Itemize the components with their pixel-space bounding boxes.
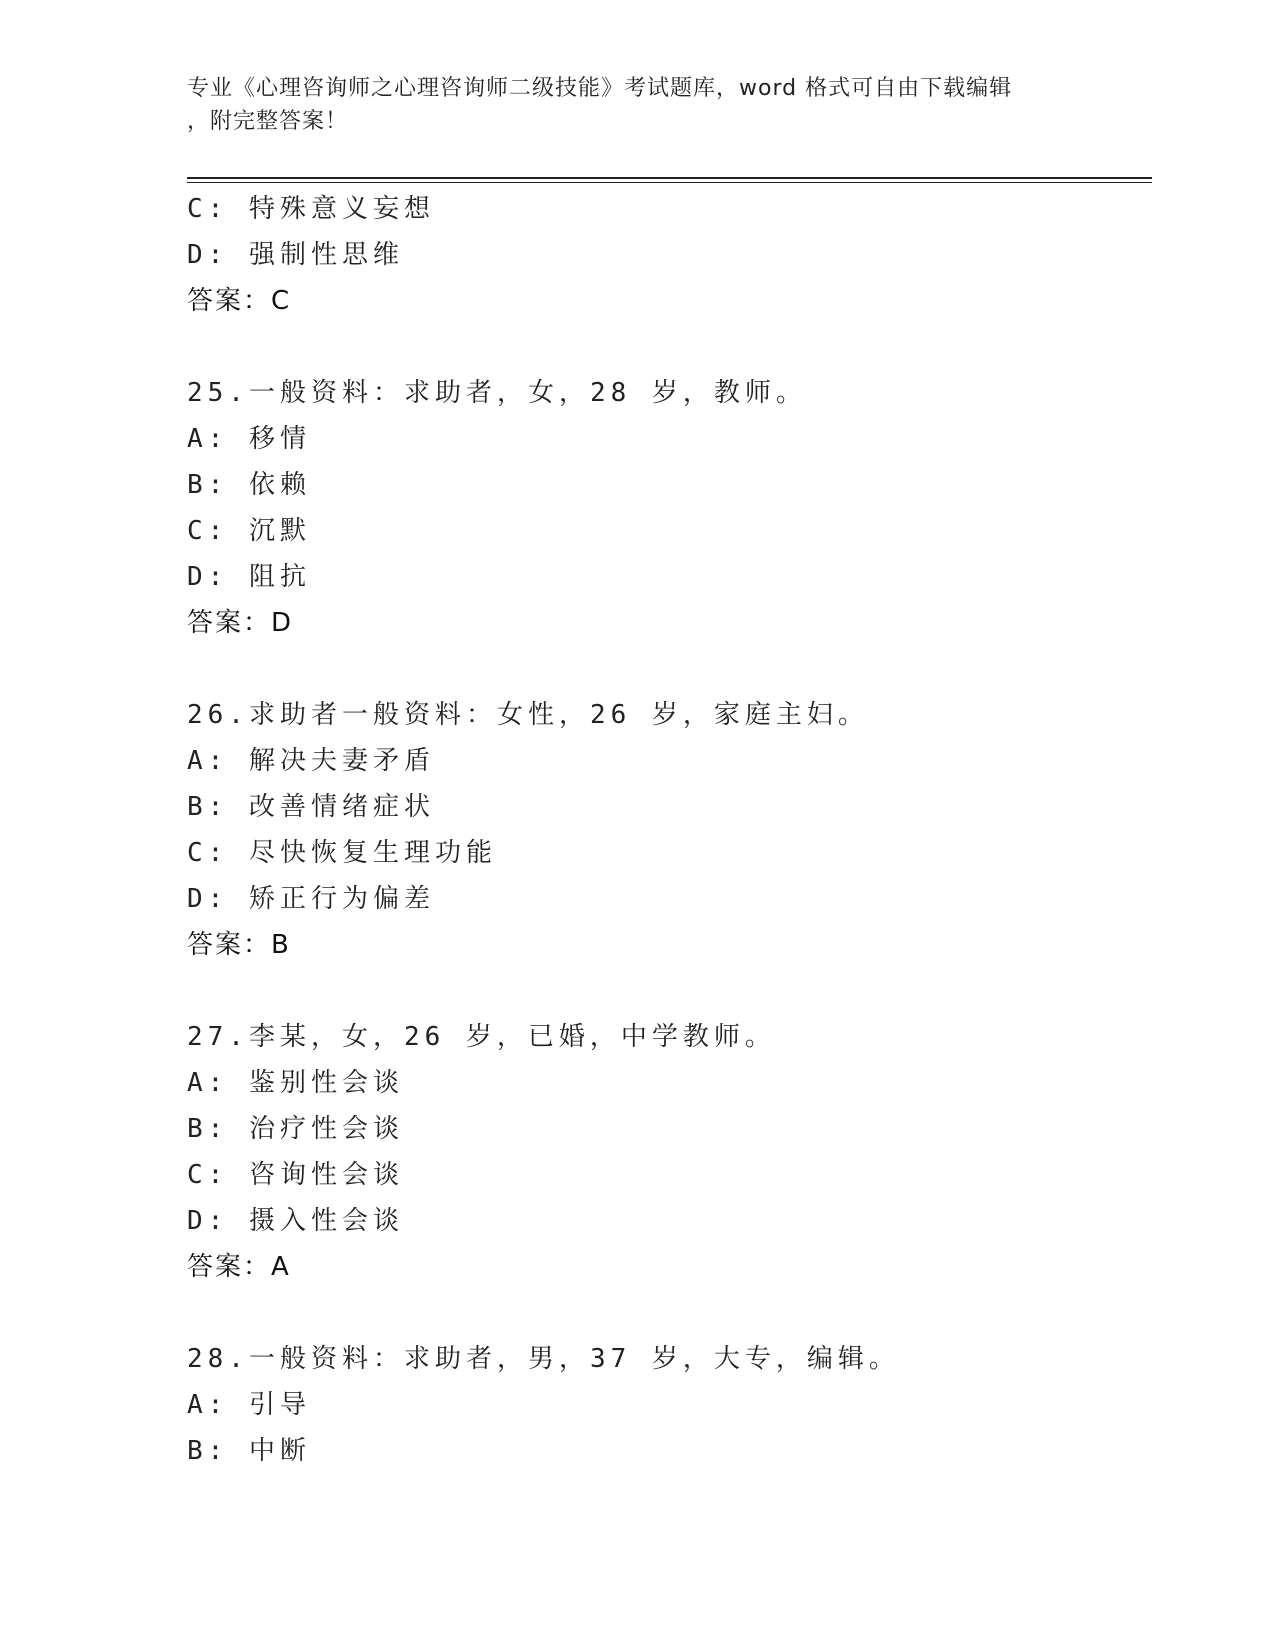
option-b: B: 治疗性会谈 <box>187 1114 404 1144</box>
option-c: C: 尽快恢复生理功能 <box>187 838 497 868</box>
option-a: A: 解决夫妻矛盾 <box>187 746 435 776</box>
answer-line: 答案：D <box>187 608 294 638</box>
answer-line: 答案：A <box>187 1252 291 1282</box>
spacer <box>187 646 1147 692</box>
option-d: D: 摄入性会谈 <box>187 1206 404 1236</box>
answer-line: 答案：B <box>187 930 291 960</box>
question-25: 25.一般资料：求助者，女，28 岁，教师。 <box>187 378 807 408</box>
option-a: A: 鉴别性会谈 <box>187 1068 404 1098</box>
document-header <box>187 72 1067 138</box>
option-d: D: 阻抗 <box>187 562 311 592</box>
header-line-1: 专业《心理咨询师之心理咨询师二级技能》考试题库，word 格式可自由下载编辑 <box>187 76 1013 101</box>
option-c: C: 特殊意义妄想 <box>187 194 435 224</box>
header-rule-thick <box>187 177 1152 179</box>
header-rule-thin <box>187 182 1152 183</box>
question-26: 26.求助者一般资料：女性，26 岁，家庭主妇。 <box>187 700 869 730</box>
question-28: 28.一般资料：求助者，男，37 岁，大专，编辑。 <box>187 1344 900 1374</box>
spacer <box>187 968 1147 1014</box>
header-line-2: ，附完整答案！ <box>187 109 349 134</box>
option-b: B: 中断 <box>187 1436 311 1466</box>
option-a: A: 移情 <box>187 424 311 454</box>
answer-line: 答案：C <box>187 286 292 316</box>
option-c: C: 咨询性会谈 <box>187 1160 404 1190</box>
option-b: B: 依赖 <box>187 470 311 500</box>
question-list <box>187 186 1147 1474</box>
option-b: B: 改善情绪症状 <box>187 792 435 822</box>
question-27: 27.李某，女，26 岁，已婚，中学教师。 <box>187 1022 776 1052</box>
option-d: D: 强制性思维 <box>187 240 404 270</box>
option-d: D: 矫正行为偏差 <box>187 884 435 914</box>
spacer <box>187 324 1147 370</box>
option-a: A: 引导 <box>187 1390 311 1420</box>
spacer <box>187 1290 1147 1336</box>
option-c: C: 沉默 <box>187 516 311 546</box>
